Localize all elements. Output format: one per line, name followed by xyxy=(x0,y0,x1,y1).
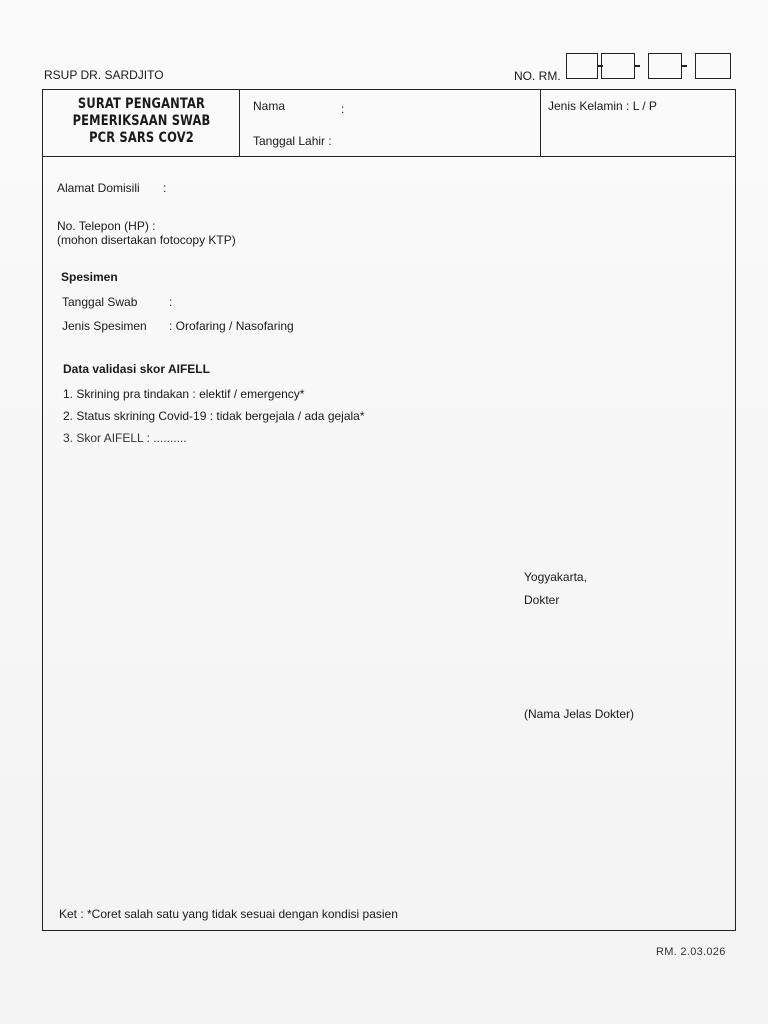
telepon-label: No. Telepon (HP) : xyxy=(57,219,156,233)
no-rm-box-1[interactable] xyxy=(566,53,598,79)
jenis-spesimen-value: : Orofaring / Nasofaring xyxy=(169,319,294,333)
no-rm-dash xyxy=(634,65,640,67)
no-rm-box-3[interactable] xyxy=(648,53,682,79)
ket-note: Ket : *Coret salah satu yang tidak sesuai dengan kondisi pasien xyxy=(59,907,398,921)
telepon-note: (mohon disertakan fotocopy KTP) xyxy=(57,233,236,247)
jenis-kelamin-label: Jenis Kelamin : L / P xyxy=(548,99,657,113)
validasi-heading: Data validasi skor AIFELL xyxy=(63,362,210,376)
no-rm-label: NO. RM. xyxy=(514,69,561,83)
tanggal-lahir-label: Tanggal Lahir : xyxy=(253,134,332,148)
hospital-name: RSUP DR. SARDJITO xyxy=(44,68,164,82)
nama-colon: : xyxy=(341,102,345,116)
validasi-item: 2. Status skrining Covid-19 : tidak bergejala / ada gejala* xyxy=(63,409,365,423)
title-divider xyxy=(239,90,240,156)
no-rm-box-4[interactable] xyxy=(695,53,731,79)
form-title-line: SURAT PENGANTAR xyxy=(77,96,206,112)
doctor-label: Dokter xyxy=(524,593,560,607)
validasi-item: 3. Skor AIFELL : .......... xyxy=(63,431,187,445)
tanggal-swab-label: Tanggal Swab xyxy=(62,295,138,309)
form-code: RM. 2.03.026 xyxy=(656,946,726,958)
doctor-name-label: (Nama Jelas Dokter) xyxy=(524,707,635,721)
form-title-line: PCR SARS COV2 xyxy=(89,130,194,146)
form-title-line: PEMERIKSAAN SWAB xyxy=(72,113,211,129)
nama-label: Nama xyxy=(253,99,286,113)
validasi-item: 1. Skrining pra tindakan : elektif / emergency* xyxy=(63,387,305,401)
no-rm-dash xyxy=(681,65,687,67)
form-title xyxy=(61,96,223,147)
header-divider xyxy=(43,156,735,157)
form-frame xyxy=(42,89,736,931)
gender-divider xyxy=(540,90,541,156)
no-rm-box-2[interactable] xyxy=(601,53,635,79)
jenis-spesimen-label: Jenis Spesimen xyxy=(62,319,147,333)
alamat-colon: : xyxy=(163,181,167,195)
tanggal-swab-colon: : xyxy=(169,295,173,309)
spesimen-heading: Spesimen xyxy=(61,270,118,284)
place-label: Yogyakarta, xyxy=(524,570,587,584)
alamat-label: Alamat Domisili xyxy=(57,181,140,195)
